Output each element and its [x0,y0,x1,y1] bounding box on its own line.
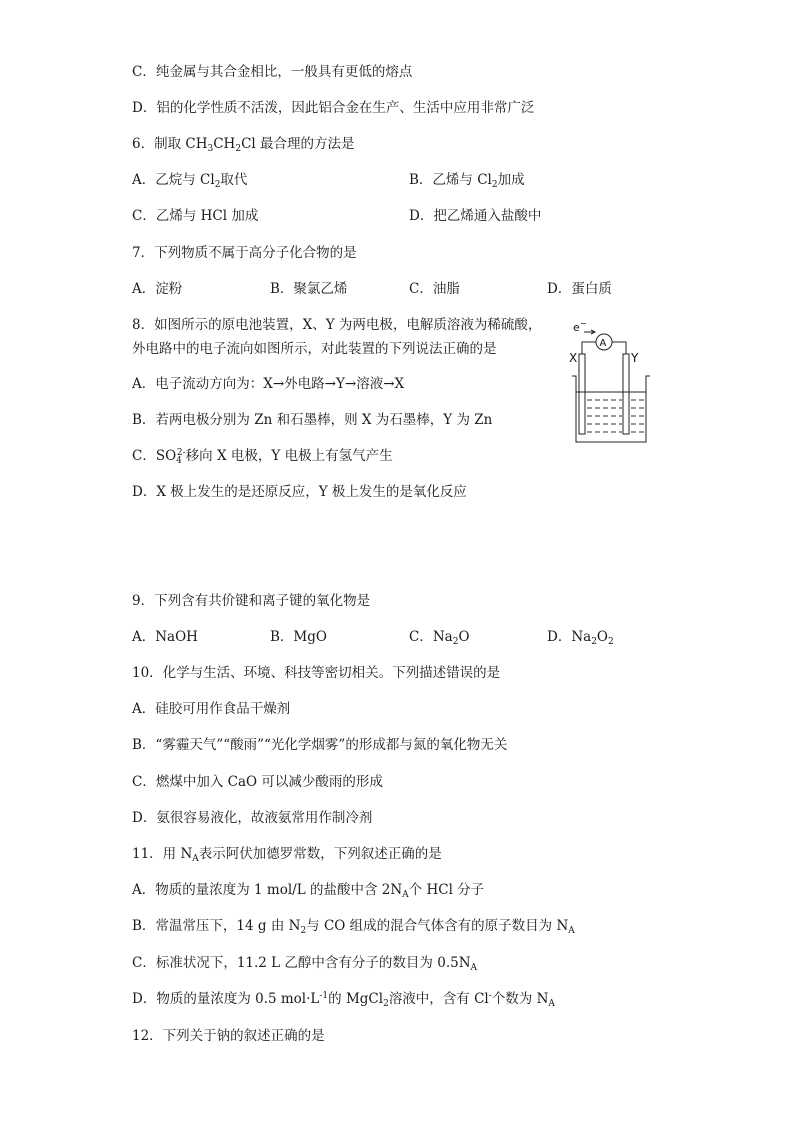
q6-option-a: A．乙烷与 $Cl_2$取代 [132,172,248,190]
q8-option-d: D．X 极上发生的是还原反应，Y 极上发生的是氧化反应 [132,484,467,500]
q10-option-b: B．“雾霾天气”“酸雨”“光化学烟雾”的形成都与氮的氧化物无关 [132,737,508,753]
q7-option-d: D．蛋白质 [547,281,612,297]
q11-option-c: C．标准状况下，11.2 L 乙醇中含有分子的数目为 $0.5N_A$ [132,955,478,973]
q8-option-a: A．电子流动方向为：X→外电路→Y→溶液→X [132,376,405,392]
q6-option-d: D．把乙烯通入盐酸中 [409,208,542,224]
q6-stem: 6．制取 $CH_3CH_2Cl$ 最合理的方法是 [132,136,355,154]
electron-charge: − [580,319,587,328]
galvanic-cell-diagram [566,318,654,448]
electrode-y [623,354,629,434]
q9-option-c: C．$Na_2O$ [409,629,470,647]
q7-option-b: B．聚氯乙烯 [270,281,348,297]
left-wire [582,342,596,354]
q7-option-c: C．油脂 [409,281,460,297]
q6-option-c: C．乙烯与 HCl 加成 [132,208,259,224]
q7-stem: 7．下列物质不属于高分子化合物的是 [132,245,357,261]
q9-option-d: D．$Na_2O_2$ [547,629,614,647]
q8-option-c: C．$SO_4^{2-}$移向 X 电极，Y 电极上有氢气产生 [132,448,393,466]
electrode-x-label: X [569,351,578,365]
q9-option-a: A．NaOH [132,629,198,645]
q11-stem: 11．用 $N_A$表示阿伏加德罗常数，下列叙述正确的是 [132,846,442,864]
q5-option-c: C．纯金属与其合金相比，一般具有更低的熔点 [132,64,413,80]
q11-option-a: A．物质的量浓度为 1 mol/L 的盐酸中含 $2N_A$个 HCl 分子 [132,882,485,900]
solution-hatching [587,400,644,432]
q10-option-a: A．硅胶可用作食品干燥剂 [132,701,291,717]
electron-label: e [573,321,580,334]
electrode-x [579,354,585,434]
q11-option-b: B．常温常压下，14 g 由 $N_2$与 CO 组成的混合气体含有的原子数目为 $N_A$ [132,918,575,936]
q7-option-a: A．淀粉 [132,281,183,297]
q10-option-d: D．氨很容易液化，故液氨常用作制冷剂 [132,810,373,826]
q11-option-d: D．物质的量浓度为 0.5 $mol\cdot L^{-1}$的 MgCl$_2$溶液中，含有 Cl-个数为 $N_A$ [132,991,555,1009]
q10-option-c: C．燃煤中加入 CaO 可以减少酸雨的形成 [132,774,383,790]
q12-stem: 12．下列关于钠的叙述正确的是 [132,1028,325,1044]
q6-option-b: B．乙烯与 $Cl_2$加成 [409,172,525,190]
q8-stem-line2: 外电路中的电子流向如图所示，对此装置的下列说法正确的是 [132,341,497,357]
ammeter-label: A [599,338,607,349]
q9-stem: 9．下列含有共价键和离子键的氧化物是 [132,593,371,609]
q5-option-d: D．铝的化学性质不活泼，因此铝合金在生产、生活中应用非常广泛 [132,100,535,116]
q9-option-b: B．MgO [270,629,327,645]
right-wire [612,342,626,354]
q8-stem-line1: 8．如图所示的原电池装置，X、Y 为两电极，电解质溶液为稀硫酸， [132,317,542,333]
q10-stem: 10．化学与生活、环境、科技等密切相关。下列描述错误的是 [132,665,501,681]
q8-option-b: B．若两电极分别为 Zn 和石墨棒，则 X 为石墨棒，Y 为 Zn [132,412,493,428]
electrode-y-label: Y [631,351,639,365]
